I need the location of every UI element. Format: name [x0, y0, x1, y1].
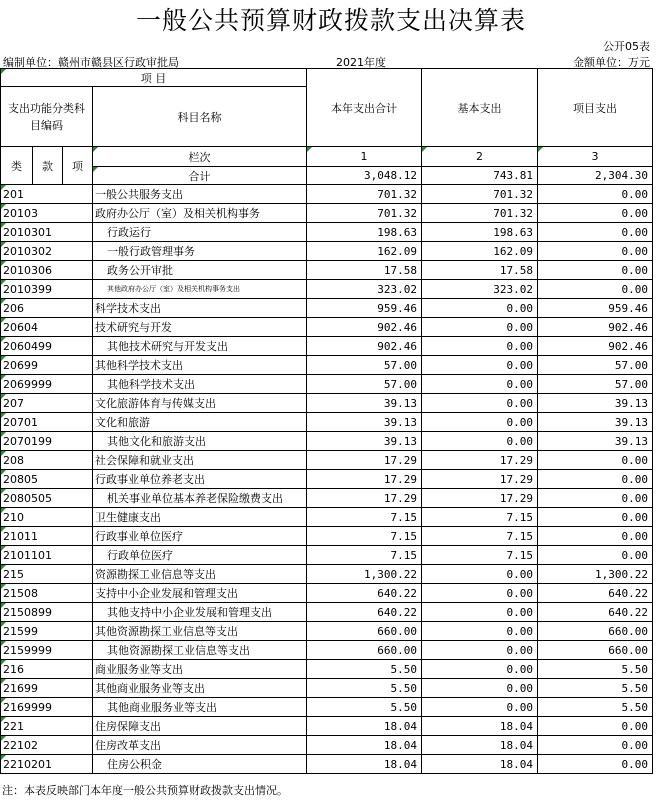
row-code: 2010301	[1, 223, 93, 242]
row-basic: 7.15	[422, 527, 538, 546]
table-row	[1, 622, 653, 641]
row-basic: 0.00	[422, 432, 538, 451]
row-basic: 18.04	[422, 755, 538, 774]
table-row	[1, 698, 653, 717]
col-header-project: 项目支出	[538, 69, 653, 147]
row-subject-name: 机关事业单位基本养老保险缴费支出	[93, 489, 307, 508]
row-total: 17.58	[307, 261, 422, 280]
row-code: 2169999	[1, 698, 93, 717]
row-total: 660.00	[307, 641, 422, 660]
row-code: 2069999	[1, 375, 93, 394]
total-label: 合计	[93, 167, 307, 185]
table-row	[1, 356, 653, 375]
row-project: 5.50	[538, 698, 653, 717]
row-project: 39.13	[538, 394, 653, 413]
row-total: 18.04	[307, 755, 422, 774]
row-subject-name: 文化和旅游	[93, 413, 307, 432]
grand-total: 3,048.12	[307, 167, 422, 185]
table-row	[1, 641, 653, 660]
row-basic: 0.00	[422, 394, 538, 413]
table-row	[1, 204, 653, 223]
footnote: 注：本表反映部门本年度一般公共预算财政拨款支出情况。	[2, 784, 288, 797]
row-code: 2101101	[1, 546, 93, 565]
row-code: 216	[1, 660, 93, 679]
row-basic: 18.04	[422, 736, 538, 755]
row-project: 0.00	[538, 242, 653, 261]
row-total: 640.22	[307, 584, 422, 603]
row-basic: 0.00	[422, 603, 538, 622]
row-subject-name: 商业服务业等支出	[93, 660, 307, 679]
row-project: 1,300.22	[538, 565, 653, 584]
row-subject-name: 一般公共服务支出	[93, 185, 307, 204]
row-project: 0.00	[538, 755, 653, 774]
row-code: 2010399	[1, 280, 93, 299]
table-row	[1, 489, 653, 508]
row-code: 21699	[1, 679, 93, 698]
row-project: 660.00	[538, 622, 653, 641]
row-basic: 0.00	[422, 413, 538, 432]
row-project: 0.00	[538, 223, 653, 242]
row-basic: 0.00	[422, 584, 538, 603]
row-project: 660.00	[538, 641, 653, 660]
row-total: 959.46	[307, 299, 422, 318]
row-basic: 701.32	[422, 185, 538, 204]
col-number-1: 1	[307, 147, 422, 167]
row-project: 0.00	[538, 736, 653, 755]
row-subject-name: 文化旅游体育与传媒支出	[93, 394, 307, 413]
table-body	[1, 185, 653, 774]
row-subject-name: 支持中小企业发展和管理支出	[93, 584, 307, 603]
form-number: 公开05表	[603, 40, 650, 53]
table-row	[1, 470, 653, 489]
row-basic: 0.00	[422, 641, 538, 660]
table-row	[1, 375, 653, 394]
row-basic: 0.00	[422, 375, 538, 394]
xiang-header: 项	[63, 147, 93, 185]
col-number-2: 2	[422, 147, 538, 167]
row-code: 208	[1, 451, 93, 470]
row-code: 20699	[1, 356, 93, 375]
row-total: 198.63	[307, 223, 422, 242]
row-code: 22102	[1, 736, 93, 755]
table-row	[1, 717, 653, 736]
row-project: 640.22	[538, 603, 653, 622]
row-total: 57.00	[307, 375, 422, 394]
table-row	[1, 337, 653, 356]
row-subject-name: 社会保障和就业支出	[93, 451, 307, 470]
row-basic: 0.00	[422, 679, 538, 698]
row-total: 39.13	[307, 394, 422, 413]
row-total: 57.00	[307, 356, 422, 375]
row-subject-name: 其他资源勘探工业信息等支出	[93, 641, 307, 660]
row-total: 902.46	[307, 337, 422, 356]
row-subject-name: 住房公积金	[93, 755, 307, 774]
row-subject-name: 技术研究与开发	[93, 318, 307, 337]
table-row	[1, 736, 653, 755]
col-header-basic: 基本支出	[422, 69, 538, 147]
row-subject-name: 其他商业服务业等支出	[93, 679, 307, 698]
row-subject-name: 其他政府办公厅（室）及相关机构事务支出	[93, 280, 307, 299]
row-basic: 0.00	[422, 698, 538, 717]
compiling-unit: 编制单位：赣州市赣县区行政审批局	[3, 56, 179, 69]
row-basic: 17.29	[422, 489, 538, 508]
row-project: 5.50	[538, 679, 653, 698]
row-project: 0.00	[538, 508, 653, 527]
row-code: 221	[1, 717, 93, 736]
row-total: 18.04	[307, 736, 422, 755]
row-code: 20604	[1, 318, 93, 337]
row-basic: 0.00	[422, 660, 538, 679]
row-basic: 0.00	[422, 565, 538, 584]
row-project: 959.46	[538, 299, 653, 318]
table-row	[1, 451, 653, 470]
row-project: 0.00	[538, 489, 653, 508]
row-subject-name: 科学技术支出	[93, 299, 307, 318]
lanci-label: 栏次	[93, 147, 307, 167]
grand-project: 2,304.30	[538, 167, 653, 185]
row-basic: 0.00	[422, 299, 538, 318]
row-code: 2150899	[1, 603, 93, 622]
row-subject-name: 其他支持中小企业发展和管理支出	[93, 603, 307, 622]
row-basic: 17.58	[422, 261, 538, 280]
row-basic: 162.09	[422, 242, 538, 261]
table-row	[1, 261, 653, 280]
row-basic: 0.00	[422, 337, 538, 356]
row-subject-name: 行政事业单位养老支出	[93, 470, 307, 489]
row-subject-name: 卫生健康支出	[93, 508, 307, 527]
table-row	[1, 679, 653, 698]
row-project: 39.13	[538, 413, 653, 432]
row-project: 902.46	[538, 318, 653, 337]
row-code: 201	[1, 185, 93, 204]
row-basic: 7.15	[422, 508, 538, 527]
row-total: 902.46	[307, 318, 422, 337]
row-total: 17.29	[307, 470, 422, 489]
row-subject-name: 其他科学技术支出	[93, 375, 307, 394]
row-subject-name: 其他文化和旅游支出	[93, 432, 307, 451]
row-subject-name: 资源勘探工业信息等支出	[93, 565, 307, 584]
row-subject-name: 政务公开审批	[93, 261, 307, 280]
row-basic: 17.29	[422, 451, 538, 470]
col-header-total: 本年支出合计	[307, 69, 422, 147]
row-total: 5.50	[307, 660, 422, 679]
row-project: 0.00	[538, 546, 653, 565]
row-project: 57.00	[538, 356, 653, 375]
table-row	[1, 318, 653, 337]
func-code-header: 支出功能分类科目编码	[1, 87, 93, 147]
row-subject-name: 其他资源勘探工业信息等支出	[93, 622, 307, 641]
row-basic: 701.32	[422, 204, 538, 223]
row-code: 207	[1, 394, 93, 413]
row-total: 660.00	[307, 622, 422, 641]
report-title: 一般公共预算财政拨款支出决算表	[135, 6, 526, 35]
table-row	[1, 584, 653, 603]
table-row	[1, 242, 653, 261]
row-project: 0.00	[538, 204, 653, 223]
row-project: 39.13	[538, 432, 653, 451]
row-total: 39.13	[307, 432, 422, 451]
row-subject-name: 其他科学技术支出	[93, 356, 307, 375]
grand-basic: 743.81	[422, 167, 538, 185]
row-basic: 17.29	[422, 470, 538, 489]
row-basic: 198.63	[422, 223, 538, 242]
table-row	[1, 299, 653, 318]
row-total: 701.32	[307, 185, 422, 204]
row-basic: 323.02	[422, 280, 538, 299]
row-code: 206	[1, 299, 93, 318]
table-row	[1, 660, 653, 679]
row-code: 21011	[1, 527, 93, 546]
subject-name-header: 科目名称	[93, 87, 307, 147]
row-total: 701.32	[307, 204, 422, 223]
row-subject-name: 住房改革支出	[93, 736, 307, 755]
row-subject-name: 行政单位医疗	[93, 546, 307, 565]
fiscal-year: 2021年度	[336, 56, 386, 69]
table-row	[1, 394, 653, 413]
row-project: 0.00	[538, 185, 653, 204]
item-header: 项 目	[1, 69, 307, 87]
table-row	[1, 413, 653, 432]
row-subject-name: 行政运行	[93, 223, 307, 242]
table-row	[1, 565, 653, 584]
col-number-3: 3	[538, 147, 653, 167]
row-code: 2210201	[1, 755, 93, 774]
row-total: 17.29	[307, 451, 422, 470]
row-code: 2159999	[1, 641, 93, 660]
row-project: 0.00	[538, 261, 653, 280]
table-row	[1, 432, 653, 451]
row-code: 20701	[1, 413, 93, 432]
row-total: 640.22	[307, 603, 422, 622]
table-row	[1, 185, 653, 204]
row-subject-name: 其他技术研究与开发支出	[93, 337, 307, 356]
row-subject-name: 其他商业服务业等支出	[93, 698, 307, 717]
row-project: 0.00	[538, 527, 653, 546]
row-total: 323.02	[307, 280, 422, 299]
lei-header: 类	[1, 147, 33, 185]
row-code: 2010302	[1, 242, 93, 261]
row-project: 5.50	[538, 660, 653, 679]
table-row	[1, 223, 653, 242]
table-row	[1, 508, 653, 527]
row-total: 17.29	[307, 489, 422, 508]
kuan-header: 款	[33, 147, 63, 185]
row-code: 2080505	[1, 489, 93, 508]
row-basic: 0.00	[422, 622, 538, 641]
table-row	[1, 527, 653, 546]
row-project: 640.22	[538, 584, 653, 603]
row-code: 2060499	[1, 337, 93, 356]
row-project: 0.00	[538, 280, 653, 299]
row-code: 2010306	[1, 261, 93, 280]
row-basic: 7.15	[422, 546, 538, 565]
row-total: 7.15	[307, 527, 422, 546]
row-project: 57.00	[538, 375, 653, 394]
expenditure-table	[0, 68, 653, 774]
row-code: 210	[1, 508, 93, 527]
row-code: 215	[1, 565, 93, 584]
row-project: 0.00	[538, 470, 653, 489]
row-total: 39.13	[307, 413, 422, 432]
row-project: 0.00	[538, 451, 653, 470]
row-subject-name: 行政事业单位医疗	[93, 527, 307, 546]
row-code: 2070199	[1, 432, 93, 451]
money-unit: 金额单位：万元	[573, 56, 650, 69]
row-project: 902.46	[538, 337, 653, 356]
row-total: 18.04	[307, 717, 422, 736]
row-total: 5.50	[307, 698, 422, 717]
row-subject-name: 住房保障支出	[93, 717, 307, 736]
row-project: 0.00	[538, 717, 653, 736]
row-basic: 0.00	[422, 318, 538, 337]
table-row	[1, 280, 653, 299]
row-total: 5.50	[307, 679, 422, 698]
row-basic: 0.00	[422, 356, 538, 375]
table-row	[1, 546, 653, 565]
row-code: 20805	[1, 470, 93, 489]
row-total: 162.09	[307, 242, 422, 261]
table-row	[1, 603, 653, 622]
row-code: 21599	[1, 622, 93, 641]
row-total: 1,300.22	[307, 565, 422, 584]
row-code: 20103	[1, 204, 93, 223]
row-basic: 18.04	[422, 717, 538, 736]
row-total: 7.15	[307, 508, 422, 527]
row-code: 21508	[1, 584, 93, 603]
row-subject-name: 政府办公厅（室）及相关机构事务	[93, 204, 307, 223]
table-row	[1, 755, 653, 774]
row-subject-name: 一般行政管理事务	[93, 242, 307, 261]
row-total: 7.15	[307, 546, 422, 565]
